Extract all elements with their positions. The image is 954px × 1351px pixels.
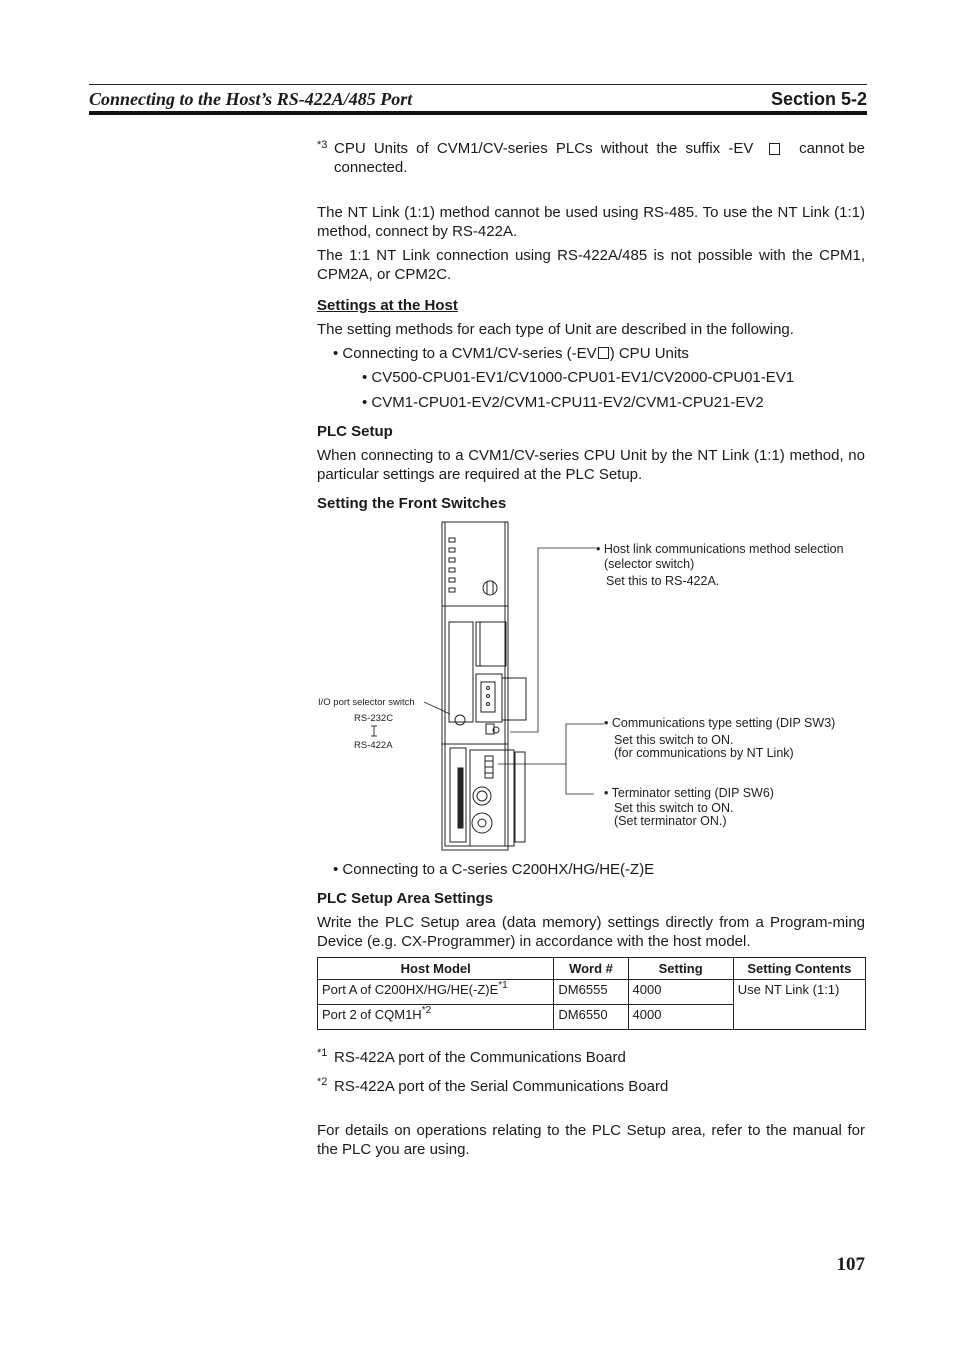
settings-heading: Settings at the Host (317, 297, 458, 314)
label-comm-type: • Communications type setting (DIP SW3) (604, 716, 836, 730)
plc-setup-text: When connecting to a CVM1/CV-series CPU Unit by the NT Link (1:1) method, no particular settings are required at the PLC Setup. (317, 447, 865, 483)
col-setting-contents: Setting Contents (733, 958, 865, 980)
footnote-1-mark: *1 (317, 1047, 328, 1059)
cell-setting: 4000 (628, 980, 733, 1005)
footnote-1 (317, 1048, 626, 1067)
label-rs232c: RS-232C (354, 713, 394, 724)
col-setting: Setting (628, 958, 733, 980)
footnote-1-text: RS-422A port of the Communications Board (334, 1049, 626, 1066)
label-host-link-sub: (selector switch) (604, 557, 695, 571)
cell-contents: Use NT Link (1:1) (733, 980, 865, 1030)
cpu-unit-drawing (442, 522, 526, 850)
label-rs422a: RS-422A (354, 740, 393, 751)
box-icon (598, 347, 609, 359)
section-label: Section 5-2 (770, 89, 867, 109)
plc-setup-heading: PLC Setup (317, 423, 393, 440)
label-host-link: • Host link communications method selection (596, 542, 844, 556)
cpu-model-2: • CVM1-CPU01-EV2/CVM1-CPU11-EV2/CVM1-CPU21-EV2 (362, 394, 764, 411)
settings-intro: The setting methods for each type of Unit are described in the following. (317, 321, 794, 338)
plc-setup-table (317, 957, 866, 1030)
front-switches-heading: Setting the Front Switches (317, 495, 507, 512)
box-icon (769, 143, 780, 155)
header-top-rule (89, 84, 867, 85)
cell-word: DM6550 (554, 1005, 628, 1030)
table-row (318, 980, 866, 1005)
col-word: Word # (554, 958, 628, 980)
label-terminator-note: (Set terminator ON.) (614, 814, 727, 828)
footnote-2-text: RS-422A port of the Serial Communications Board (334, 1078, 669, 1095)
cell-model: Port A of $C200HX/HG/HE(-Z)E^{*1}$ (318, 980, 554, 1005)
note-3-mark: *3 (317, 139, 328, 151)
page-header-title: Connecting to the Host’s RS-422A/485 Port (89, 89, 413, 109)
footnote-2-mark: *2 (317, 1076, 328, 1088)
closing-paragraph: For details on operations relating to the PLC Setup area, refer to the manual for the PLC you are using. (317, 1122, 865, 1158)
label-io-port: I/O port selector switch (318, 697, 415, 708)
label-comm-type-set: Set this switch to ON. (614, 733, 734, 747)
cell-setting: 4000 (628, 1005, 733, 1030)
bullet-cvm1-text-b: ) CPU Units (609, 345, 689, 362)
label-host-link-set: Set this to RS-422A. (606, 574, 720, 588)
table-header-row (318, 958, 866, 980)
page-number: 107 (836, 1254, 865, 1275)
bullet-cvm1-text-a: • Connecting to a CVM1/CV-series (-EV (333, 345, 597, 362)
paragraph-cpm: The 1:1 NT Link connection using RS-422A/485 is not possible with the CPM1, CPM2A, or CPM2C. (317, 247, 865, 283)
cpu-unit-diagram (310, 518, 870, 858)
label-comm-type-note: (for communications by NT Link) (614, 746, 794, 760)
header-bottom-rule (89, 111, 867, 115)
footnote-2 (317, 1077, 668, 1096)
paragraph-nt-link: The NT Link (1:1) method cannot be used using RS-485. To use the NT Link (1:1) method, connect by RS-422A. (317, 204, 865, 240)
cell-model: Port 2 of $CQM1H^{*2}$ (318, 1005, 554, 1030)
plc-area-heading: PLC Setup Area Settings (317, 890, 494, 907)
cpu-model-1: • CV500-CPU01-EV1/CV1000-CPU01-EV1/CV2000-CPU01-EV1 (362, 369, 795, 386)
label-terminator: • Terminator setting (DIP SW6) (604, 786, 774, 800)
plc-area-text: Write the PLC Setup area (data memory) settings directly from a Program-ming Device (e.g. CX-Programmer) in accordance with the host model. (317, 914, 865, 950)
double-arrow-icon (371, 726, 377, 736)
col-host-model: Host Model (318, 958, 554, 980)
bullet-cvm1 (333, 344, 689, 363)
note-3 (317, 139, 865, 177)
note-3-text-a: CPU Units of CVM1/CV-series PLCs without the suffix -EV (334, 140, 754, 157)
cell-word: DM6555 (554, 980, 628, 1005)
bullet-c200: • Connecting to a C-series C200HX/HG/HE(-Z)E (333, 861, 655, 878)
label-terminator-set: Set this switch to ON. (614, 801, 734, 815)
note-3-text-b: cannot be (794, 140, 865, 157)
note-3-line-2: connected. (334, 159, 408, 176)
